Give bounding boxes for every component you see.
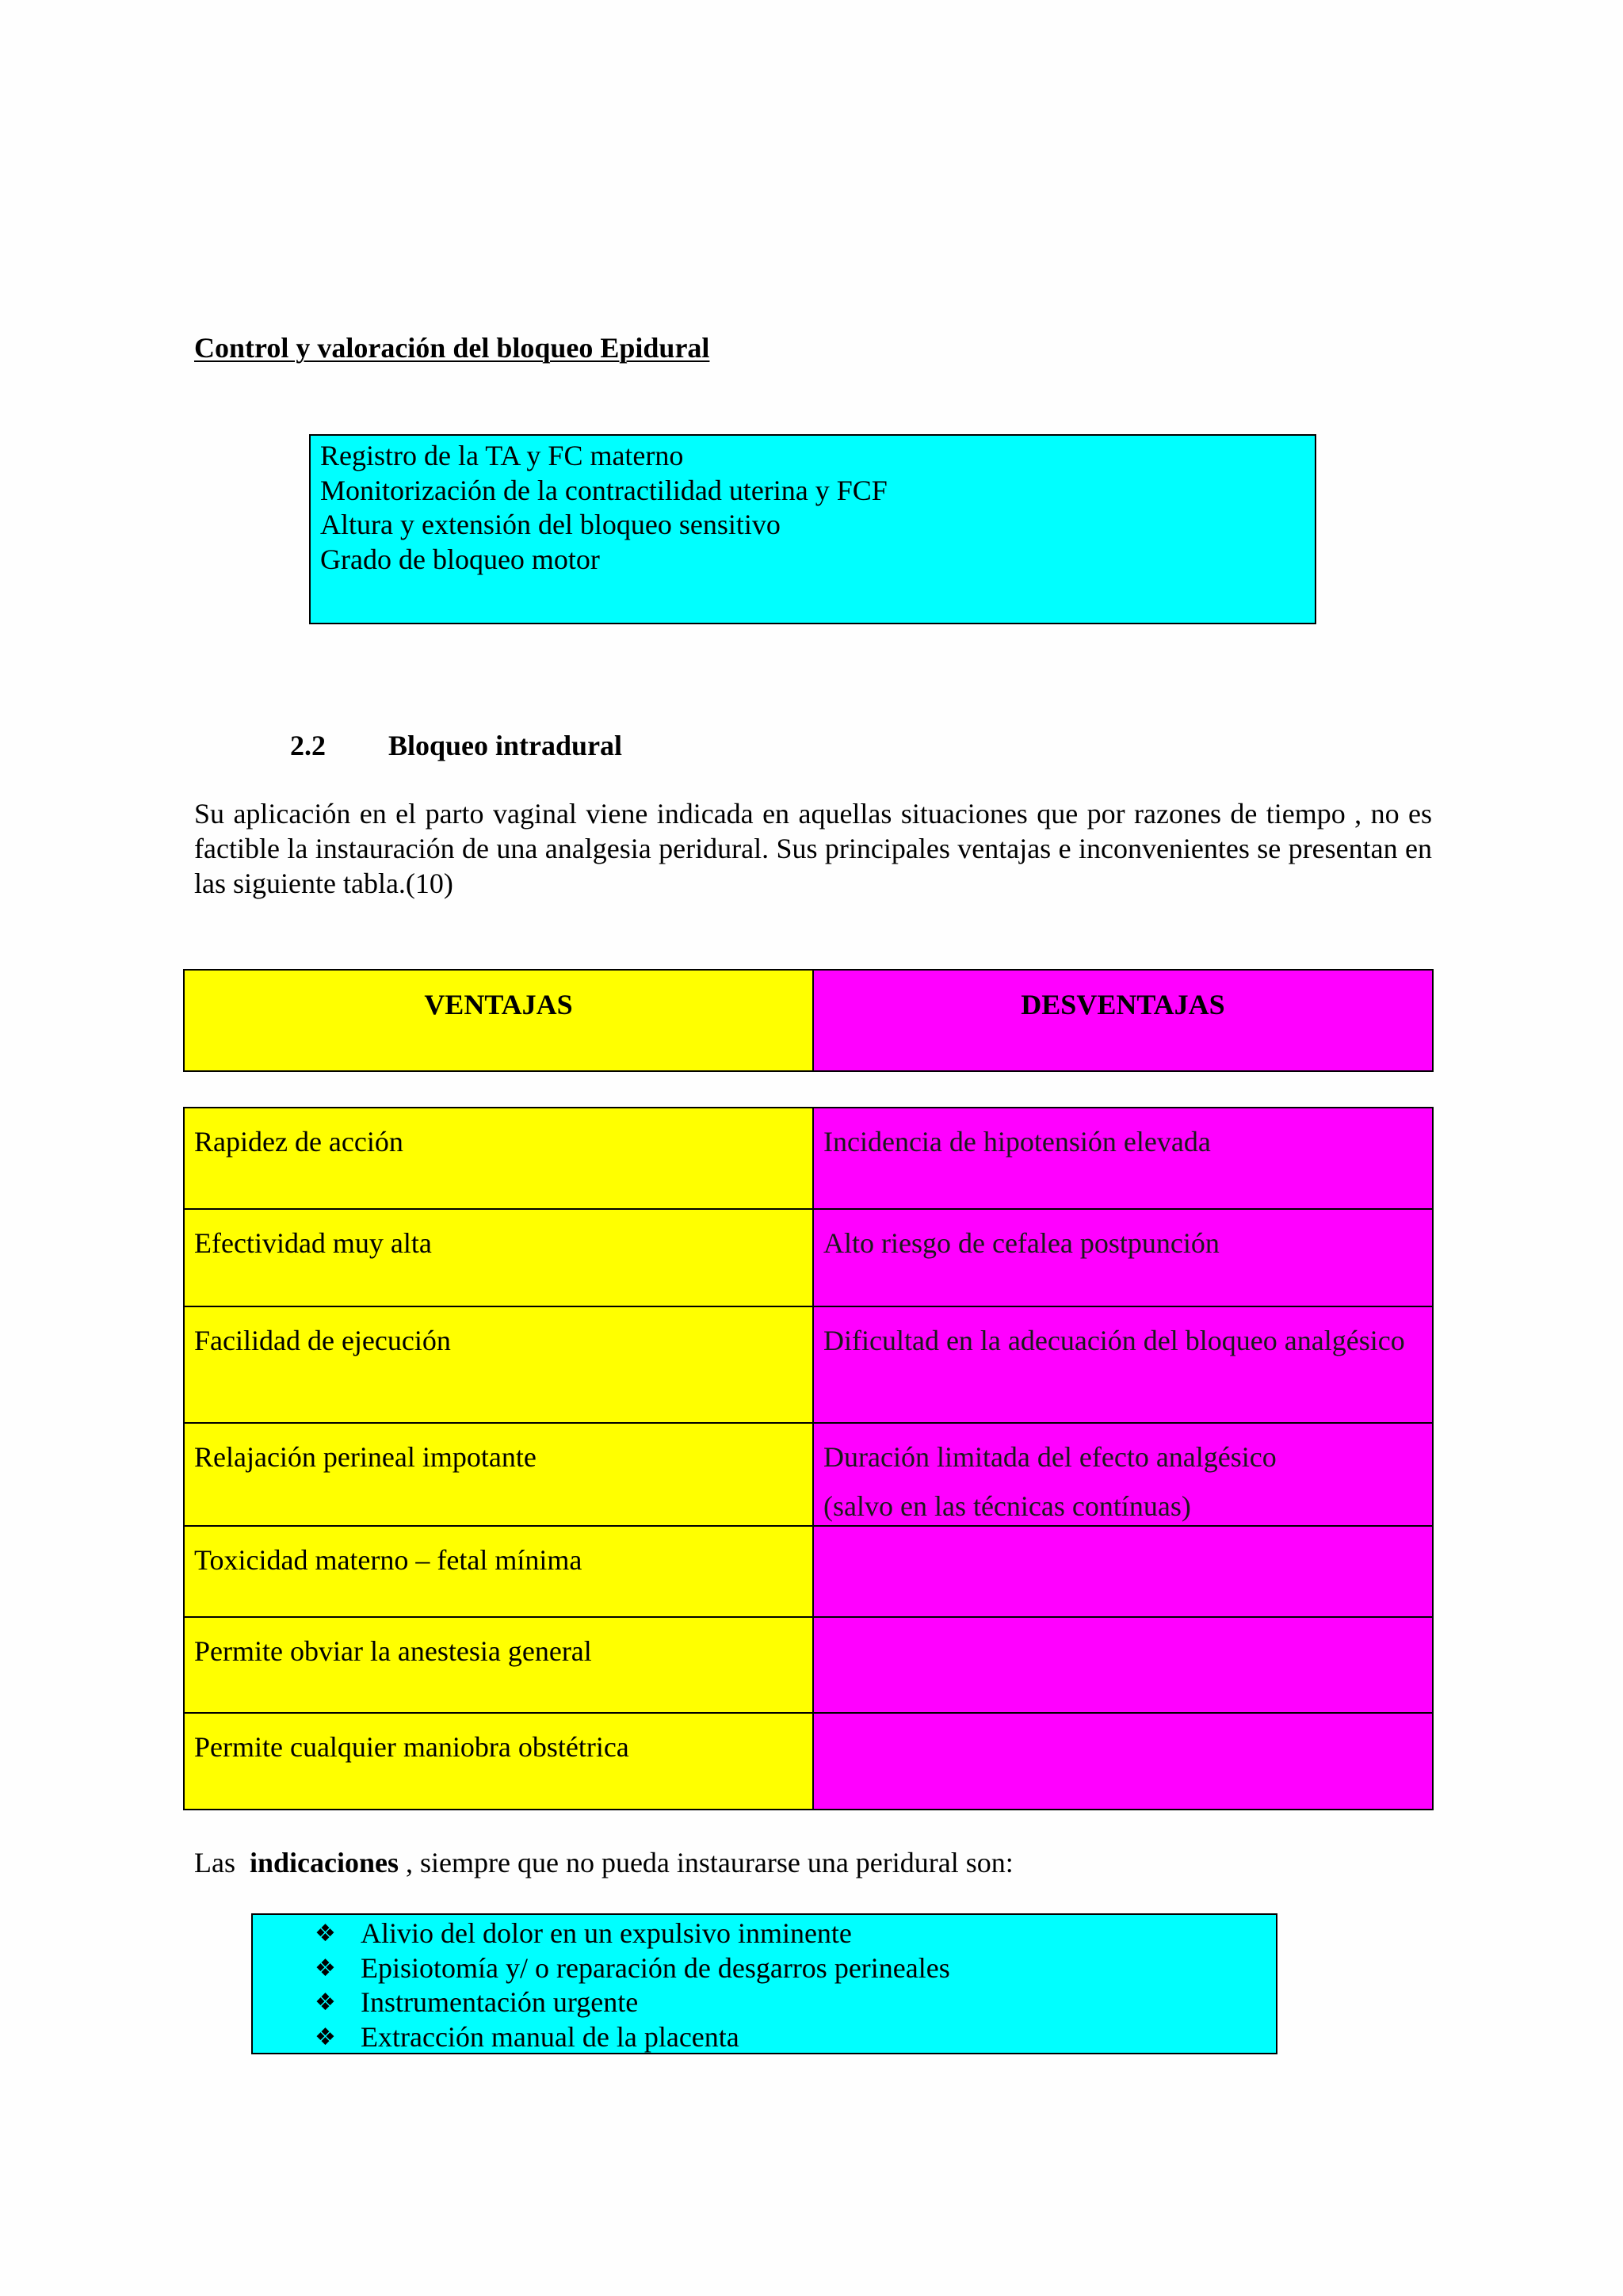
intro-paragraph: Su aplicación en el parto vaginal viene indicada en aquellas situaciones que por razones de tiempo , no es factible la instauración de una analgesia peridural. Sus principales ventajas e inconvenientes se presentan en las siguiente tabla.(10) — [194, 798, 1432, 899]
table-row — [184, 1209, 1433, 1306]
table-row — [184, 1526, 1433, 1617]
advantage-cell: Toxicidad materno – fetal mínima — [184, 1526, 813, 1617]
table-row — [184, 1108, 1433, 1209]
advantages-header: VENTAJAS — [184, 970, 813, 1071]
section-number: 2.2 — [290, 730, 326, 761]
indications-box — [251, 1913, 1277, 2054]
epidural-line: Registro de la TA y FC materno — [320, 440, 684, 471]
table-row — [184, 1713, 1433, 1810]
table-row — [184, 1617, 1433, 1713]
disadvantage-cell — [813, 1423, 1433, 1526]
advantage-cell: Permite cualquier maniobra obstétrica — [184, 1713, 813, 1810]
diamond-bullet-icon: ❖ — [315, 1920, 336, 1947]
comparison-header-table — [183, 969, 1434, 1072]
epidural-line: Altura y extensión del bloqueo sensitivo — [320, 509, 781, 540]
disadvantage-cell — [813, 1526, 1433, 1617]
epidural-control-box — [309, 434, 1316, 624]
disadvantages-header: DESVENTAJAS — [813, 970, 1433, 1071]
advantage-cell: Relajación perineal impotante — [184, 1423, 813, 1526]
advantage-cell: Facilidad de ejecución — [184, 1306, 813, 1423]
disadvantage-cell — [813, 1713, 1433, 1810]
list-item — [315, 2020, 1276, 2055]
diamond-bullet-icon: ❖ — [315, 1989, 336, 2016]
disadvantage-cell: Incidencia de hipotensión elevada — [813, 1108, 1433, 1209]
table-row — [184, 1423, 1433, 1526]
table-row — [184, 1306, 1433, 1423]
list-item — [315, 1917, 1276, 1951]
indication-text: Instrumentación urgente — [361, 1986, 639, 2018]
advantage-cell: Rapidez de acción — [184, 1108, 813, 1209]
indications-suffix: , siempre que no pueda instaurarse una peridural son: — [406, 1847, 1014, 1878]
list-item — [315, 1951, 1276, 1986]
disadvantage-subtext: (salvo en las técnicas contínuas) — [823, 1490, 1191, 1522]
epidural-line: Monitorización de la contractilidad uterina y FCF — [320, 474, 888, 506]
disadvantage-text: Duración limitada del efecto analgésico — [823, 1441, 1277, 1473]
indications-intro — [194, 1846, 1014, 1879]
comparison-table — [183, 1107, 1434, 1810]
indication-text: Alivio del dolor en un expulsivo inminente — [361, 1917, 852, 1949]
advantage-cell: Efectividad muy alta — [184, 1209, 813, 1306]
disadvantage-cell: Dificultad en la adecuación del bloqueo analgésico — [813, 1306, 1433, 1423]
advantage-cell: Permite obviar la anestesia general — [184, 1617, 813, 1713]
disadvantage-cell: Alto riesgo de cefalea postpunción — [813, 1209, 1433, 1306]
disadvantage-cell — [813, 1617, 1433, 1713]
diamond-bullet-icon: ❖ — [315, 1954, 336, 1982]
epidural-line: Grado de bloqueo motor — [320, 543, 600, 575]
section-title: Bloqueo intradural — [388, 730, 623, 761]
indications-prefix: Las — [194, 1847, 235, 1878]
diamond-bullet-icon: ❖ — [315, 2023, 336, 2051]
section-heading: Control y valoración del bloqueo Epidural — [194, 332, 710, 364]
indications-keyword: indicaciones — [249, 1847, 399, 1878]
indication-text: Episiotomía y/ o reparación de desgarros perineales — [361, 1951, 950, 1984]
indication-text: Extracción manual de la placenta — [361, 2020, 739, 2053]
list-item — [315, 1985, 1276, 2020]
